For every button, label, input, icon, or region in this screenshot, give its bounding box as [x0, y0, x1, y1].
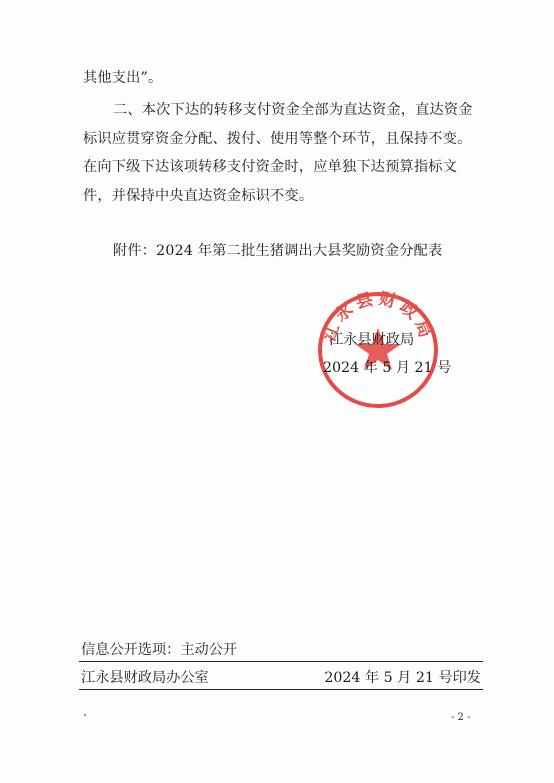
- seal-text: 江永县财政局: [319, 288, 437, 345]
- signing-date: 2024 年 5 月 21 号: [323, 360, 452, 376]
- body-line-continuation: 其他支出”。: [83, 70, 163, 86]
- signature-block: [323, 326, 451, 382]
- footer-divider-top: [79, 661, 483, 662]
- issuing-office: 江永县财政局办公室: [81, 670, 209, 686]
- page-number: - 2 -: [451, 712, 471, 723]
- issue-date: 2024 年 5 月 21 号印发: [324, 670, 481, 686]
- disclosure-option: 信息公开选项：主动公开: [81, 642, 238, 658]
- footer-issuer-row: [81, 667, 481, 687]
- body-paragraph-2: 二、本次下达的转移支付资金全部为直达资金，直达资金标识应贯穿资金分配、拨付、使用等整个环节，且保持不变。在向下级下达该项转移支付资金时，应单独下达预算指标文件，并保持中央直达资金标识不变。: [83, 102, 473, 204]
- signing-organization: 江永县财政局: [329, 332, 415, 348]
- footer-divider-bottom: [79, 689, 483, 690]
- attachment-line: 附件：2024 年第二批生猪调出大县奖励资金分配表: [113, 243, 443, 259]
- scan-dot: [84, 714, 86, 716]
